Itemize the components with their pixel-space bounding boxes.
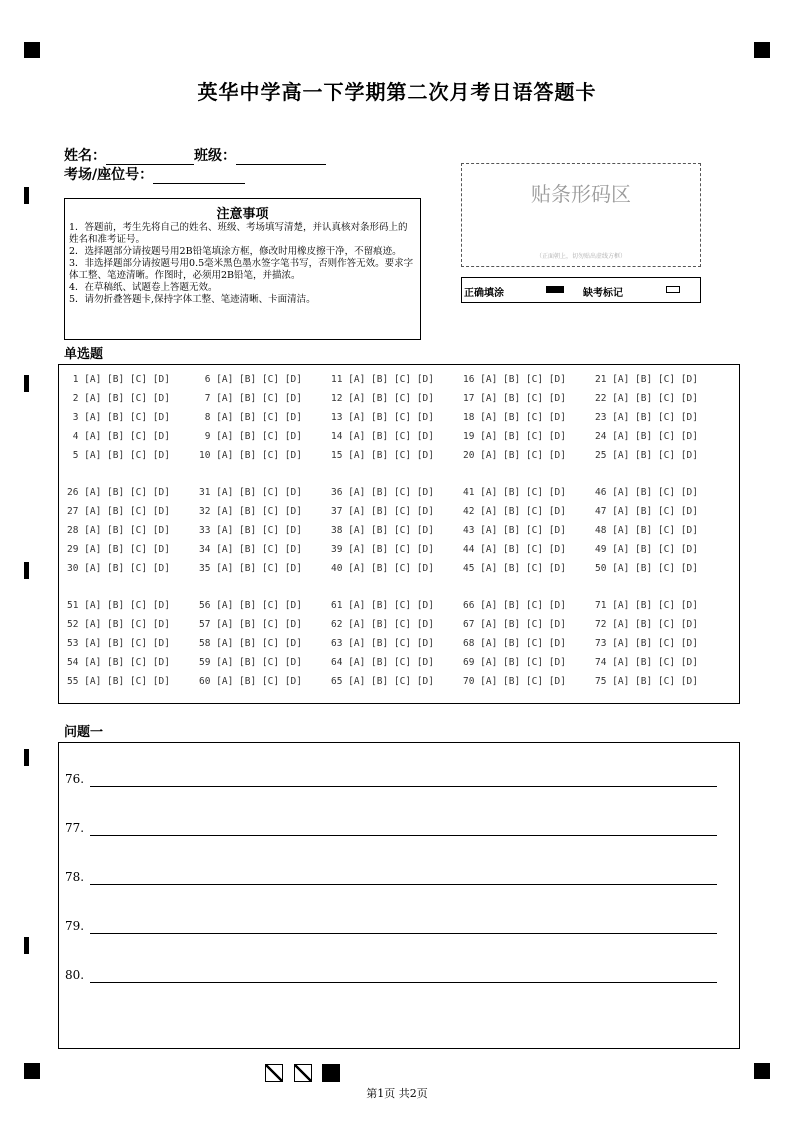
mc-question-52[interactable]: 52 [A] [B] [C] [D] (67, 619, 170, 630)
mc-question-48[interactable]: 48 [A] [B] [C] [D] (595, 525, 698, 536)
answer-line[interactable] (90, 869, 717, 885)
mc-question-56[interactable]: 56 [A] [B] [C] [D] (199, 600, 302, 611)
mc-question-22[interactable]: 22 [A] [B] [C] [D] (595, 393, 698, 404)
mc-question-73[interactable]: 73 [A] [B] [C] [D] (595, 638, 698, 649)
mc-question-69[interactable]: 69 [A] [B] [C] [D] (463, 657, 566, 668)
timing-mark (24, 187, 29, 204)
notice-title: 注意事项 (216, 207, 269, 222)
mc-question-33[interactable]: 33 [A] [B] [C] [D] (199, 525, 302, 536)
mc-question-58[interactable]: 58 [A] [B] [C] [D] (199, 638, 302, 649)
mc-question-39[interactable]: 39 [A] [B] [C] [D] (331, 544, 434, 555)
mc-question-66[interactable]: 66 [A] [B] [C] [D] (463, 600, 566, 611)
mc-question-74[interactable]: 74 [A] [B] [C] [D] (595, 657, 698, 668)
mc-question-8[interactable]: 8 [A] [B] [C] [D] (199, 412, 302, 423)
notice-item: 4．在草稿纸、试题卷上答题无效。 (69, 282, 218, 293)
notice-item: 3．非选择题部分请按题号用0.5毫米黑色墨水签字笔书写，否则作答无效。要求字体工整、笔迹清晰。作图时，必须用2B铅笔，并描浓。 (69, 258, 414, 281)
mc-question-64[interactable]: 64 [A] [B] [C] [D] (331, 657, 434, 668)
mc-question-26[interactable]: 26 [A] [B] [C] [D] (67, 487, 170, 498)
mc-question-10[interactable]: 10 [A] [B] [C] [D] (199, 450, 302, 461)
name-class-row (64, 145, 326, 165)
correct-fill-sample (546, 286, 564, 293)
question-number: 76. (65, 772, 85, 786)
mc-question-31[interactable]: 31 [A] [B] [C] [D] (199, 487, 302, 498)
mc-question-17[interactable]: 17 [A] [B] [C] [D] (463, 393, 566, 404)
mc-question-5[interactable]: 5 [A] [B] [C] [D] (67, 450, 170, 461)
question-number: 77. (65, 821, 85, 835)
notice-item: 1．答题前，考生先将自己的姓名、班级、考场填写清楚，并认真核对条形码上的姓名和准考证号。 (69, 222, 408, 245)
mc-question-65[interactable]: 65 [A] [B] [C] [D] (331, 676, 434, 687)
room-seat-label: 考场/座位号： (64, 167, 154, 183)
mc-question-61[interactable]: 61 [A] [B] [C] [D] (331, 600, 434, 611)
mc-question-13[interactable]: 13 [A] [B] [C] [D] (331, 412, 434, 423)
timing-mark (24, 562, 29, 579)
mc-question-54[interactable]: 54 [A] [B] [C] [D] (67, 657, 170, 668)
name-field[interactable] (106, 150, 194, 165)
answer-line[interactable] (90, 771, 717, 787)
mc-question-7[interactable]: 7 [A] [B] [C] [D] (199, 393, 302, 404)
page-title: 英华中学高一下学期第二次月考日语答题卡 (197, 80, 597, 104)
mc-question-36[interactable]: 36 [A] [B] [C] [D] (331, 487, 434, 498)
mc-question-72[interactable]: 72 [A] [B] [C] [D] (595, 619, 698, 630)
notice-box (64, 198, 421, 340)
mc-question-67[interactable]: 67 [A] [B] [C] [D] (463, 619, 566, 630)
question-section-label: 问题一 (64, 725, 104, 740)
question-number: 78. (65, 870, 85, 884)
notice-item: 5．请勿折叠答题卡,保持字体工整、笔迹清晰、卡面清洁。 (69, 294, 316, 305)
notice-item: 2．选择题部分请按题号用2B铅笔填涂方框，修改时用橡皮擦干净，不留痕迹。 (69, 246, 402, 257)
mc-question-46[interactable]: 46 [A] [B] [C] [D] (595, 487, 698, 498)
mc-question-18[interactable]: 18 [A] [B] [C] [D] (463, 412, 566, 423)
mc-question-45[interactable]: 45 [A] [B] [C] [D] (463, 563, 566, 574)
mc-question-60[interactable]: 60 [A] [B] [C] [D] (199, 676, 302, 687)
page-code-hatched-square (265, 1064, 283, 1082)
answer-line[interactable] (90, 918, 717, 934)
mc-question-28[interactable]: 28 [A] [B] [C] [D] (67, 525, 170, 536)
mc-question-11[interactable]: 11 [A] [B] [C] [D] (331, 374, 434, 385)
mc-question-63[interactable]: 63 [A] [B] [C] [D] (331, 638, 434, 649)
mc-question-37[interactable]: 37 [A] [B] [C] [D] (331, 506, 434, 517)
mc-question-44[interactable]: 44 [A] [B] [C] [D] (463, 544, 566, 555)
mc-question-4[interactable]: 4 [A] [B] [C] [D] (67, 431, 170, 442)
question-number: 80. (65, 968, 85, 982)
mc-question-2[interactable]: 2 [A] [B] [C] [D] (67, 393, 170, 404)
corner-mark-bottom-left (24, 1063, 40, 1079)
barcode-label: 贴条形码区 (531, 182, 631, 206)
mc-question-15[interactable]: 15 [A] [B] [C] [D] (331, 450, 434, 461)
mc-question-27[interactable]: 27 [A] [B] [C] [D] (67, 506, 170, 517)
page-footer: 第1页 共2页 (366, 1087, 428, 1100)
fill-legend (461, 277, 701, 303)
mc-question-14[interactable]: 14 [A] [B] [C] [D] (331, 431, 434, 442)
mc-question-43[interactable]: 43 [A] [B] [C] [D] (463, 525, 566, 536)
mc-question-29[interactable]: 29 [A] [B] [C] [D] (67, 544, 170, 555)
answer-line[interactable] (90, 967, 717, 983)
mc-question-20[interactable]: 20 [A] [B] [C] [D] (463, 450, 566, 461)
mc-question-59[interactable]: 59 [A] [B] [C] [D] (199, 657, 302, 668)
mc-question-75[interactable]: 75 [A] [B] [C] [D] (595, 676, 698, 687)
mc-question-70[interactable]: 70 [A] [B] [C] [D] (463, 676, 566, 687)
mc-question-68[interactable]: 68 [A] [B] [C] [D] (463, 638, 566, 649)
absent-mark-box[interactable] (666, 286, 680, 293)
mc-question-21[interactable]: 21 [A] [B] [C] [D] (595, 374, 698, 385)
mc-answer-area (58, 364, 740, 704)
question-answer-area (58, 742, 740, 1049)
mc-question-49[interactable]: 49 [A] [B] [C] [D] (595, 544, 698, 555)
barcode-hint: （正面朝上，切勿贴出虚线方框） (535, 253, 626, 260)
mc-question-62[interactable]: 62 [A] [B] [C] [D] (331, 619, 434, 630)
mc-question-41[interactable]: 41 [A] [B] [C] [D] (463, 487, 566, 498)
mc-question-25[interactable]: 25 [A] [B] [C] [D] (595, 450, 698, 461)
notice-body (65, 222, 420, 306)
mc-question-6[interactable]: 6 [A] [B] [C] [D] (199, 374, 302, 385)
timing-mark (24, 749, 29, 766)
mc-question-3[interactable]: 3 [A] [B] [C] [D] (67, 412, 170, 423)
mc-question-53[interactable]: 53 [A] [B] [C] [D] (67, 638, 170, 649)
barcode-area (461, 163, 701, 267)
timing-mark (24, 937, 29, 954)
mc-question-23[interactable]: 23 [A] [B] [C] [D] (595, 412, 698, 423)
mc-question-71[interactable]: 71 [A] [B] [C] [D] (595, 600, 698, 611)
mc-question-30[interactable]: 30 [A] [B] [C] [D] (67, 563, 170, 574)
mc-question-1[interactable]: 1 [A] [B] [C] [D] (67, 374, 170, 385)
mc-section-label: 单选题 (64, 347, 104, 362)
corner-mark-top-left (24, 42, 40, 58)
mc-question-47[interactable]: 47 [A] [B] [C] [D] (595, 506, 698, 517)
mc-question-40[interactable]: 40 [A] [B] [C] [D] (331, 563, 434, 574)
absent-mark-label: 缺考标记 (583, 288, 623, 299)
answer-line[interactable] (90, 820, 717, 836)
class-label: 班级： (194, 148, 236, 164)
page-code-filled-square (322, 1064, 340, 1082)
mc-question-34[interactable]: 34 [A] [B] [C] [D] (199, 544, 302, 555)
corner-mark-bottom-right (754, 1063, 770, 1079)
mc-question-38[interactable]: 38 [A] [B] [C] [D] (331, 525, 434, 536)
correct-fill-label: 正确填涂 (464, 288, 504, 299)
timing-mark (24, 375, 29, 392)
mc-question-19[interactable]: 19 [A] [B] [C] [D] (463, 431, 566, 442)
corner-mark-top-right (754, 42, 770, 58)
name-label: 姓名： (64, 148, 106, 164)
mc-question-24[interactable]: 24 [A] [B] [C] [D] (595, 431, 698, 442)
mc-question-35[interactable]: 35 [A] [B] [C] [D] (199, 563, 302, 574)
question-number: 79. (65, 919, 85, 933)
mc-question-12[interactable]: 12 [A] [B] [C] [D] (331, 393, 434, 404)
class-field[interactable] (236, 150, 326, 165)
mc-question-55[interactable]: 55 [A] [B] [C] [D] (67, 676, 170, 687)
mc-question-42[interactable]: 42 [A] [B] [C] [D] (463, 506, 566, 517)
mc-question-51[interactable]: 51 [A] [B] [C] [D] (67, 600, 170, 611)
mc-question-9[interactable]: 9 [A] [B] [C] [D] (199, 431, 302, 442)
room-seat-field[interactable] (153, 169, 245, 184)
room-seat-row (64, 164, 245, 184)
mc-question-32[interactable]: 32 [A] [B] [C] [D] (199, 506, 302, 517)
mc-question-16[interactable]: 16 [A] [B] [C] [D] (463, 374, 566, 385)
mc-question-50[interactable]: 50 [A] [B] [C] [D] (595, 563, 698, 574)
page-code-hatched-square (294, 1064, 312, 1082)
mc-question-57[interactable]: 57 [A] [B] [C] [D] (199, 619, 302, 630)
